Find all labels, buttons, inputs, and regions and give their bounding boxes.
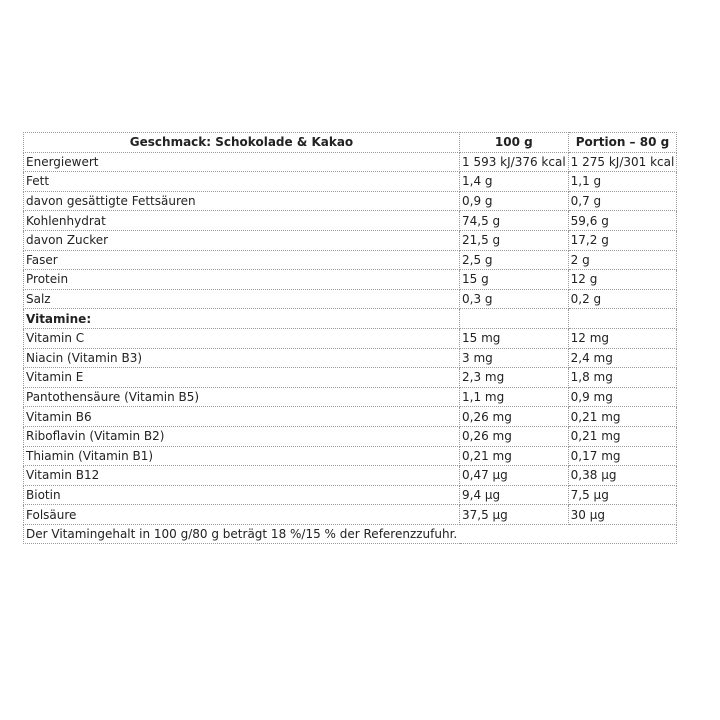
row-label: Faser	[24, 250, 460, 270]
table-row	[24, 172, 677, 192]
row-per-100g: 15 mg	[460, 328, 569, 348]
row-portion: 1,1 g	[568, 172, 677, 192]
row-portion: 0,7 g	[568, 191, 677, 211]
table-row	[24, 426, 677, 446]
row-per-100g: 1,4 g	[460, 172, 569, 192]
footer-note: Der Vitamingehalt in 100 g/80 g beträgt 18 %/15 % der Referenzzufuhr.	[24, 524, 677, 544]
row-label: Vitamin B6	[24, 407, 460, 427]
nutrition-table	[23, 132, 677, 544]
row-portion: 17,2 g	[568, 230, 677, 250]
row-per-100g: 1,1 mg	[460, 387, 569, 407]
table-row	[24, 250, 677, 270]
row-per-100g: 74,5 g	[460, 211, 569, 231]
vitamins-section-label: Vitamine:	[24, 309, 460, 329]
row-label: Thiamin (Vitamin B1)	[24, 446, 460, 466]
row-portion: 12 mg	[568, 328, 677, 348]
row-per-100g: 1 593 kJ/376 kcal	[460, 152, 569, 172]
row-label: Salz	[24, 289, 460, 309]
header-flavor: Geschmack: Schokolade & Kakao	[24, 133, 460, 153]
row-label: Energiewert	[24, 152, 460, 172]
table-row	[24, 230, 677, 250]
row-label: Biotin	[24, 485, 460, 505]
row-portion: 59,6 g	[568, 211, 677, 231]
table-row	[24, 485, 677, 505]
table-row	[24, 328, 677, 348]
row-portion: 2,4 mg	[568, 348, 677, 368]
row-per-100g: 37,5 µg	[460, 505, 569, 525]
row-label: davon Zucker	[24, 230, 460, 250]
row-label: Kohlenhydrat	[24, 211, 460, 231]
table-row	[24, 407, 677, 427]
table-row	[24, 446, 677, 466]
table-row	[24, 191, 677, 211]
row-label: Vitamin B12	[24, 466, 460, 486]
table-row	[24, 387, 677, 407]
row-per-100g: 0,3 g	[460, 289, 569, 309]
row-portion: 30 µg	[568, 505, 677, 525]
row-per-100g: 0,26 mg	[460, 407, 569, 427]
row-per-100g: 2,3 mg	[460, 368, 569, 388]
row-per-100g: 2,5 g	[460, 250, 569, 270]
row-portion: 0,9 mg	[568, 387, 677, 407]
row-portion: 0,38 µg	[568, 466, 677, 486]
row-portion: 2 g	[568, 250, 677, 270]
table-row	[24, 289, 677, 309]
table-row	[24, 368, 677, 388]
table-row	[24, 152, 677, 172]
row-per-100g: 0,26 mg	[460, 426, 569, 446]
row-label: Protein	[24, 270, 460, 290]
row-portion: 12 g	[568, 270, 677, 290]
row-portion: 7,5 µg	[568, 485, 677, 505]
table-row	[24, 466, 677, 486]
table-header-row	[24, 133, 677, 153]
row-per-100g: 9,4 µg	[460, 485, 569, 505]
table-row	[24, 505, 677, 525]
row-per-100g: 0,21 mg	[460, 446, 569, 466]
table-row	[24, 211, 677, 231]
vitamins-section-row	[24, 309, 677, 329]
row-label: Fett	[24, 172, 460, 192]
row-per-100g: 21,5 g	[460, 230, 569, 250]
header-portion: Portion – 80 g	[568, 133, 677, 153]
row-portion: 0,21 mg	[568, 426, 677, 446]
footer-row	[24, 524, 677, 544]
row-per-100g: 0,9 g	[460, 191, 569, 211]
table-row	[24, 270, 677, 290]
table-row	[24, 348, 677, 368]
row-per-100g: 0,47 µg	[460, 466, 569, 486]
row-label: Vitamin C	[24, 328, 460, 348]
row-portion: 0,17 mg	[568, 446, 677, 466]
row-label: Vitamin E	[24, 368, 460, 388]
row-portion: 0,21 mg	[568, 407, 677, 427]
row-portion: 1 275 kJ/301 kcal	[568, 152, 677, 172]
row-per-100g: 15 g	[460, 270, 569, 290]
row-per-100g: 3 mg	[460, 348, 569, 368]
row-portion: 0,2 g	[568, 289, 677, 309]
row-label: Pantothensäure (Vitamin B5)	[24, 387, 460, 407]
row-label: davon gesättigte Fettsäuren	[24, 191, 460, 211]
row-label: Niacin (Vitamin B3)	[24, 348, 460, 368]
row-label: Riboflavin (Vitamin B2)	[24, 426, 460, 446]
row-portion	[568, 309, 677, 329]
row-portion: 1,8 mg	[568, 368, 677, 388]
header-per-100g: 100 g	[460, 133, 569, 153]
row-label: Folsäure	[24, 505, 460, 525]
row-per-100g	[460, 309, 569, 329]
